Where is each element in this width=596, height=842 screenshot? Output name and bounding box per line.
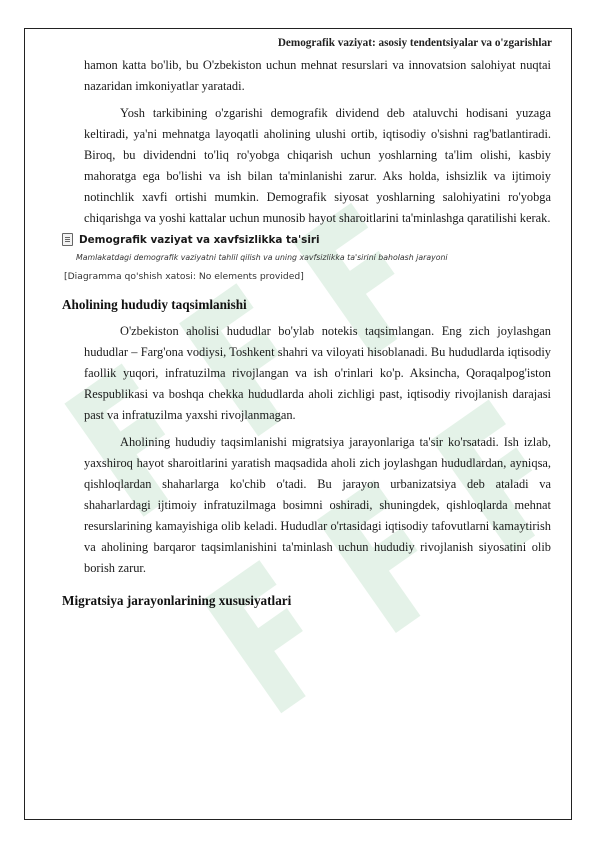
running-header: Demografik vaziyat: asosiy tendentsiyalar va o'zgarishlar: [277, 37, 552, 49]
paragraph-demographic-dividend: Yosh tarkibining o'zgarishi demografik dividend deb ataluvchi hodisani yuzaga keltiradi, ya'ni mehnatga layoqatli aholining ulushi ortib, iqtisodiy o'sishni rag'batlantiradi. Biroq, bu dividendni to'liq ro'yobga chiqarish uchun yoshlarning ta'lim olishi, kasbiy mahoratga ega bo'lishi va ish bilan ta'minlanishi zarur. Aks holda, ishsizlik va ijtimoiy notinchlik xavfi ortishi mumkin. Demografik siyosat yoshlarning salohiyatini ro'yobga chiqarishga va yoshi kattalar uchun munosib hayot sharoitlarini ta'minlashga qaratilishi kerak.: [84, 106, 551, 225]
diagram-placeholder: [62, 233, 551, 297]
section-heading-migration: Migratsiya jarayonlarining xususiyatlari: [62, 593, 292, 608]
diagram-error-message: [Diagramma qo'shish xatosi: No elements provided]: [64, 271, 304, 282]
section-heading-distribution: Aholining hududiy taqsimlanishi: [62, 297, 247, 312]
paragraph-continuation: hamon katta bo'lib, bu O'zbekiston uchun mehnat resurslari va innovatsion salohiyat nuqtai nazaridan imkoniyatlar yaratadi.: [84, 58, 551, 93]
paragraph-regional-distribution: O'zbekiston aholisi hududlar bo'ylab notekis taqsimlangan. Eng zich joylashgan hududlar – Farg'ona vodiysi, Toshkent shahri va viloyati hisoblanadi. Bu hududlarda iqtisodiy faollik yuqori, infratuzilma rivojlangan va ish o'rinlari ko'p. Aksincha, Qoraqalpog'iston Respublikasi va boshqa chekka hududlarda aholi zichligi past, iqtisodiy rivojlanish darajasi past va infratuzilma yaxshi rivojlanmagan.: [84, 324, 551, 422]
page-content: [62, 55, 551, 609]
diagram-subtitle: Mamlakatdagi demografik vaziyatni tahlil qilish va uning xavfsizlikka ta'sirini baholash jarayoni: [76, 253, 448, 262]
paragraph-migration-impact: Aholining hududiy taqsimlanishi migratsiya jarayonlariga ta'sir ko'rsatadi. Ish izlab, yaxshiroq hayot sharoitlarini yaratish maqsadida aholi zich joylashgan hududlardan, ayniqsa, qishloqlardan shaharlarga ko'chib o'tadi. Bu jarayon urbanizatsiya deb ataladi va shaharlardagi ijtimoiy infratuzilmaga bosimni oshiradi, shuningdek, qishloqlarda mehnat resurslarining kamayishiga olib keladi. Hududlar o'rtasidagi iqtisodiy tafovutlarni kamaytirish va aholining barqaror taqsimlanishini ta'minlash uchun hududiy rivojlanish siyosatini olib borish zarur.: [84, 435, 551, 575]
diagram-title: Demografik vaziyat va xavfsizlikka ta'siri: [79, 233, 320, 246]
document-icon: [62, 233, 73, 246]
diagram-title-row: [62, 233, 320, 246]
